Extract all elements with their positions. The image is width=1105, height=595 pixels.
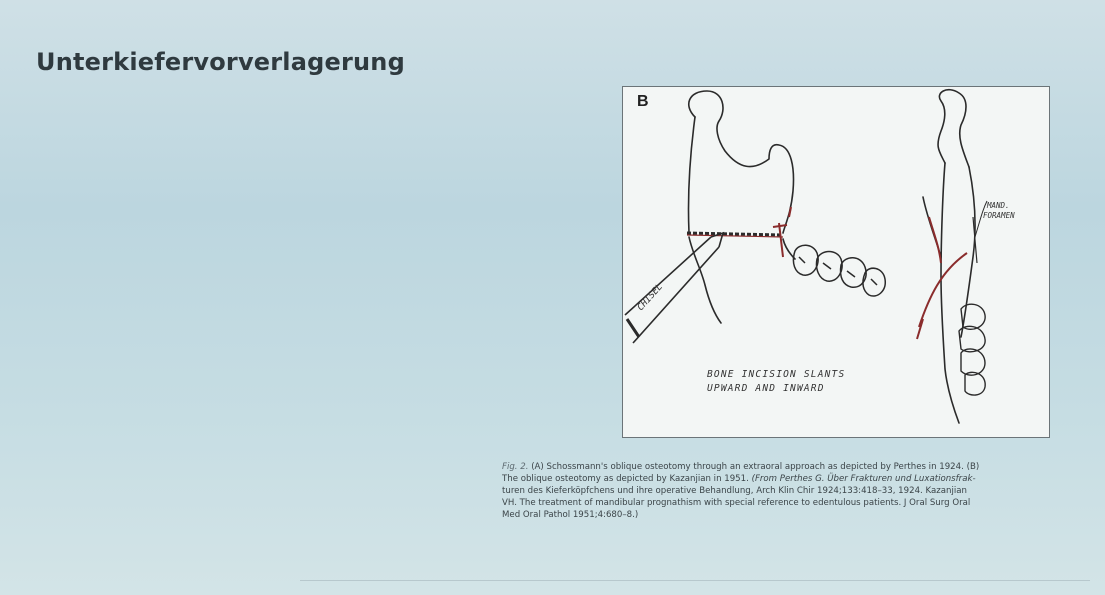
caption-line-1-text: (A) Schossmann's oblique osteotomy through an extraoral approach as depicted by Perthes in 1924. (B) <box>531 462 980 472</box>
teeth-lateral-drawing <box>793 245 885 296</box>
caption-line-5: Med Oral Pathol 1951;4:680–8.) <box>502 510 639 520</box>
mand-foramen-label-2: FORAMEN <box>983 211 1015 220</box>
bottom-divider <box>300 580 1090 581</box>
incision-label-2: UPWARD AND INWARD <box>707 383 825 394</box>
chisel-drawing <box>625 233 723 343</box>
caption-line-2 <box>502 473 1102 485</box>
osteotomy-drawing <box>623 87 1051 439</box>
caption-fig-ref: Fig. 2. <box>502 462 529 472</box>
caption-line-2-text: The oblique osteotomy as depicted by Kazanjian in 1951. <box>502 474 749 484</box>
incision-label-1: BONE INCISION SLANTS <box>707 369 846 380</box>
slide-title: Unterkiefervorverlagerung <box>36 48 405 76</box>
caption-line-3: turen des Kieferköpfchens und ihre operative Behandlung, Arch Klin Chir 1924;133:418–33, 1924. Kazanjian <box>502 486 967 496</box>
caption-line-1 <box>502 461 1102 473</box>
ramus-lateral-drawing <box>688 91 795 323</box>
mand-foramen-label-1: MAND. <box>987 201 1010 210</box>
caption-line-4: VH. The treatment of mandibular prognathism with special reference to edentulous patients. J Oral Surg Oral <box>502 498 971 508</box>
figure-caption <box>502 461 1102 521</box>
panel-label: B <box>637 93 649 110</box>
chisel-label: CHISEL <box>635 282 665 314</box>
osteotomy-figure <box>622 86 1050 438</box>
caption-line-2-source: (From Perthes G. Über Frakturen und Luxationsfrak- <box>751 474 976 484</box>
teeth-frontal-drawing <box>959 304 985 395</box>
